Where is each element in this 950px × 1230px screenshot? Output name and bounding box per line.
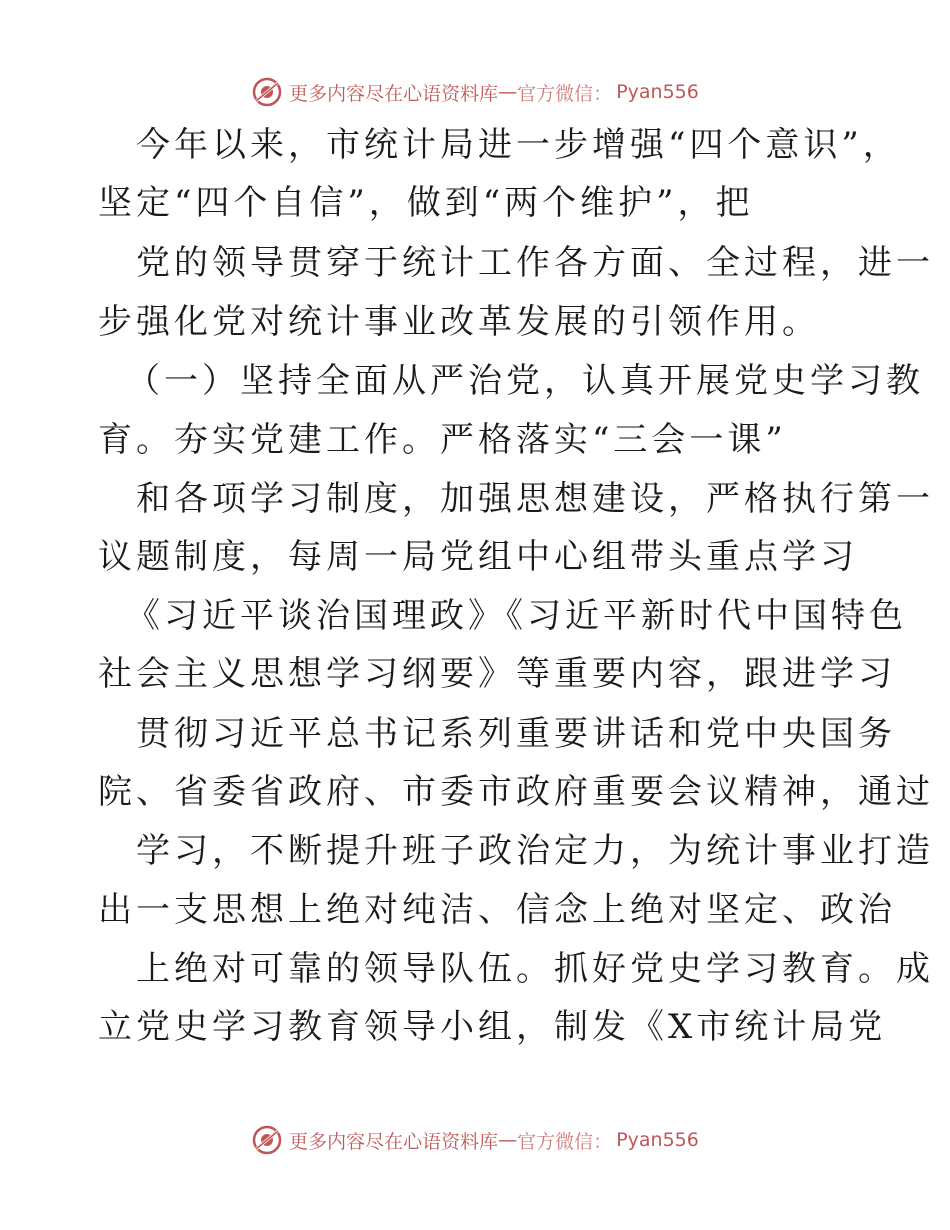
text-line: 议题制度，每周一局党组中心组带头重点学习 [98,537,858,577]
watermark-dash: — [498,81,518,103]
text-line: 上绝对可靠的领导队伍。抓好党史学习教育。成 [136,949,934,989]
watermark-text: 更多内容尽在心语资料库 [289,82,499,105]
text-line: 党的领导贯穿于统计工作各方面、全过程，进一 [136,243,934,283]
text-line: 今年以来，市统计局进一步增强“四个意识”， [136,125,901,165]
text-line: 社会主义思想学习纲要》等重要内容，跟进学习 [98,654,896,694]
watermark-text: 更多内容尽在心语资料库 [289,1130,499,1153]
text-line: 院、省委省政府、市委市政府重要会议精神，通过 [98,772,934,812]
text-line: 坚定“四个自信”，做到“两个维护”，把 [98,183,754,223]
watermark-wechat-label: 官方微信： [517,82,613,105]
text-line: 立党史学习教育领导小组，制发《X市统计局党 [98,1007,887,1047]
text-line: 步强化党对统计事业改革发展的引领作用。 [98,302,820,342]
text-line: 学习，不断提升班子政治定力，为统计事业打造 [136,831,934,871]
seal-logo-icon [251,1124,283,1156]
text-line: 育。夯实党建工作。严格落实“三会一课” [98,420,787,460]
footer-watermark [0,1120,950,1160]
watermark-wechat-id: Pyan556 [616,81,699,103]
watermark-wechat-label: 官方微信： [517,1130,613,1153]
text-line: 《习近平谈治国理政》《习近平新时代中国特色 [126,596,907,636]
text-line: 贯彻习近平总书记系列重要讲话和党中央国务 [136,714,896,754]
text-line: （一）坚持全面从严治党，认真开展党史学习教 [126,361,924,401]
text-line: 出一支思想上绝对纯洁、信念上绝对坚定、政治 [98,890,896,930]
watermark-dash: — [498,1129,518,1151]
text-line: 和各项学习制度，加强思想建设，严格执行第一 [136,479,934,519]
watermark-wechat-id: Pyan556 [616,1129,699,1151]
